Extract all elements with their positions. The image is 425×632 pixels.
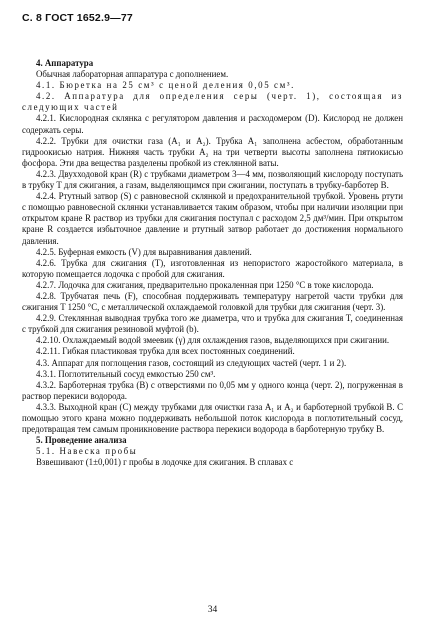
section-5-title: 5. Проведение анализа (36, 435, 127, 446)
paragraph-4-3-1: 4.3.1. Поглотительный сосуд емкостью 250 см³. (36, 368, 216, 379)
running-head: С. 8 ГОСТ 1652.9—77 (22, 12, 133, 24)
paragraph-4-2-8: 4.2.8. Трубчатая печь (F), способная поддерживать температуру нагретой части трубки для сжигания T 1250 °С, с металлической охлаждаемой головкой для трубки для сжигания (черт. 3). (22, 290, 403, 313)
paragraph-4-2-10: 4.2.10. Охлаждаемый водой змеевик (γ) для охлаждения газов, выделяющихся при сжигании. (36, 335, 390, 346)
paragraph-4-1: 4.1. Бюретка на 25 см³ с ценой деления 0,05 см³. (36, 80, 295, 91)
body-text (22, 58, 403, 468)
paragraph-5-1-text: Взвешивают (1±0,001) г пробы в лодочке для сжигания. В сплавах с (36, 457, 294, 468)
paragraph-4-3: 4.3. Аппарат для поглощения газов, состоящий из следующих частей (черт. 1 и 2). (36, 357, 347, 368)
paragraph-4-2-2: 4.2.2. Трубки для очистки газа (A₁ и A₂). Трубка A₁ заполнена асбестом, обработанным гидроокисью натрия. Нижняя часть трубки A₂ на три четверти высоты заполнена пятиокисью фосфора. Эти два вещества разделены пробкой из стеклянной ваты. (22, 135, 403, 168)
paragraph-4-2-6: 4.2.6. Трубка для сжигания (T), изготовленная из непористого жаростойкого материала, в которую помещается лодочка с пробой для сжигания. (22, 257, 403, 279)
paragraph-4-2-4: 4.2.4. Ртутный затвор (S) с равновесной склянкой и предохранительной трубкой. Уровень ртути с помощью равновесной склянки устанавливается таким образом, чтобы при наличии изоляции при открытом кране R раствор из трубки для сжигания поступал с расходом 2,5 дм³/мин. При открытом кране R создается избыточное давление и ртутный затвор работает до достижения нормального давления. (22, 191, 403, 246)
paragraph-4-2-7: 4.2.7. Лодочка для сжигания, предварительно прокаленная при 1250 °С в токе кислорода. (36, 279, 374, 290)
paragraph-4-2-11: 4.2.11. Гибкая пластиковая трубка для всех постоянных соединений. (36, 346, 295, 357)
paragraph-intro: Обычная лабораторная аппаратура с дополнением. (36, 69, 229, 80)
paragraph-5-1: 5.1. Навеска пробы (36, 446, 138, 457)
paragraph-4-3-3: 4.3.3. Выходной кран (C) между трубками для очистки газа A₁ и A₂ и барботерной трубкой B. С помощью этого крана можно поддерживать небольшой поток кислорода в поглотительный сосуд, предотвращая тем самым проникновение раствора перекиси водорода в барботерную трубку B. (22, 401, 403, 435)
page-number: 34 (207, 605, 218, 615)
paragraph-4-2-9: 4.2.9. Стеклянная выводная трубка того же диаметра, что и трубка для сжигания T, соединенная с трубкой для сжигания резиновой муфтой (b). (22, 313, 403, 335)
paragraph-4-2: 4.2. Аппаратура для определения серы (черт. 1), состоящая из следующих частей (22, 91, 403, 113)
paragraph-4-2-5: 4.2.5. Буферная емкость (V) для выравнивания давлений. (36, 246, 252, 257)
paragraph-4-2-3: 4.2.3. Двухходовой кран (R) с трубками диаметром 3—4 мм, позволяющий кислороду поступать в трубку T для сжигания, а газам, выделяющимся при сжигании, поступать в трубку-барботер B. (22, 168, 403, 191)
paragraph-4-3-2: 4.3.2. Барботерная трубка (B) с отверстиями по 0,05 мм у одного конца (черт. 2), погруженная в раствор перекиси водорода. (22, 379, 403, 401)
section-4-title: 4. Аппаратура (36, 58, 94, 68)
paragraph-4-2-1: 4.2.1. Кислородная склянка с регулятором давления и расходомером (D). Кислород не должен содержать серы. (22, 113, 403, 135)
